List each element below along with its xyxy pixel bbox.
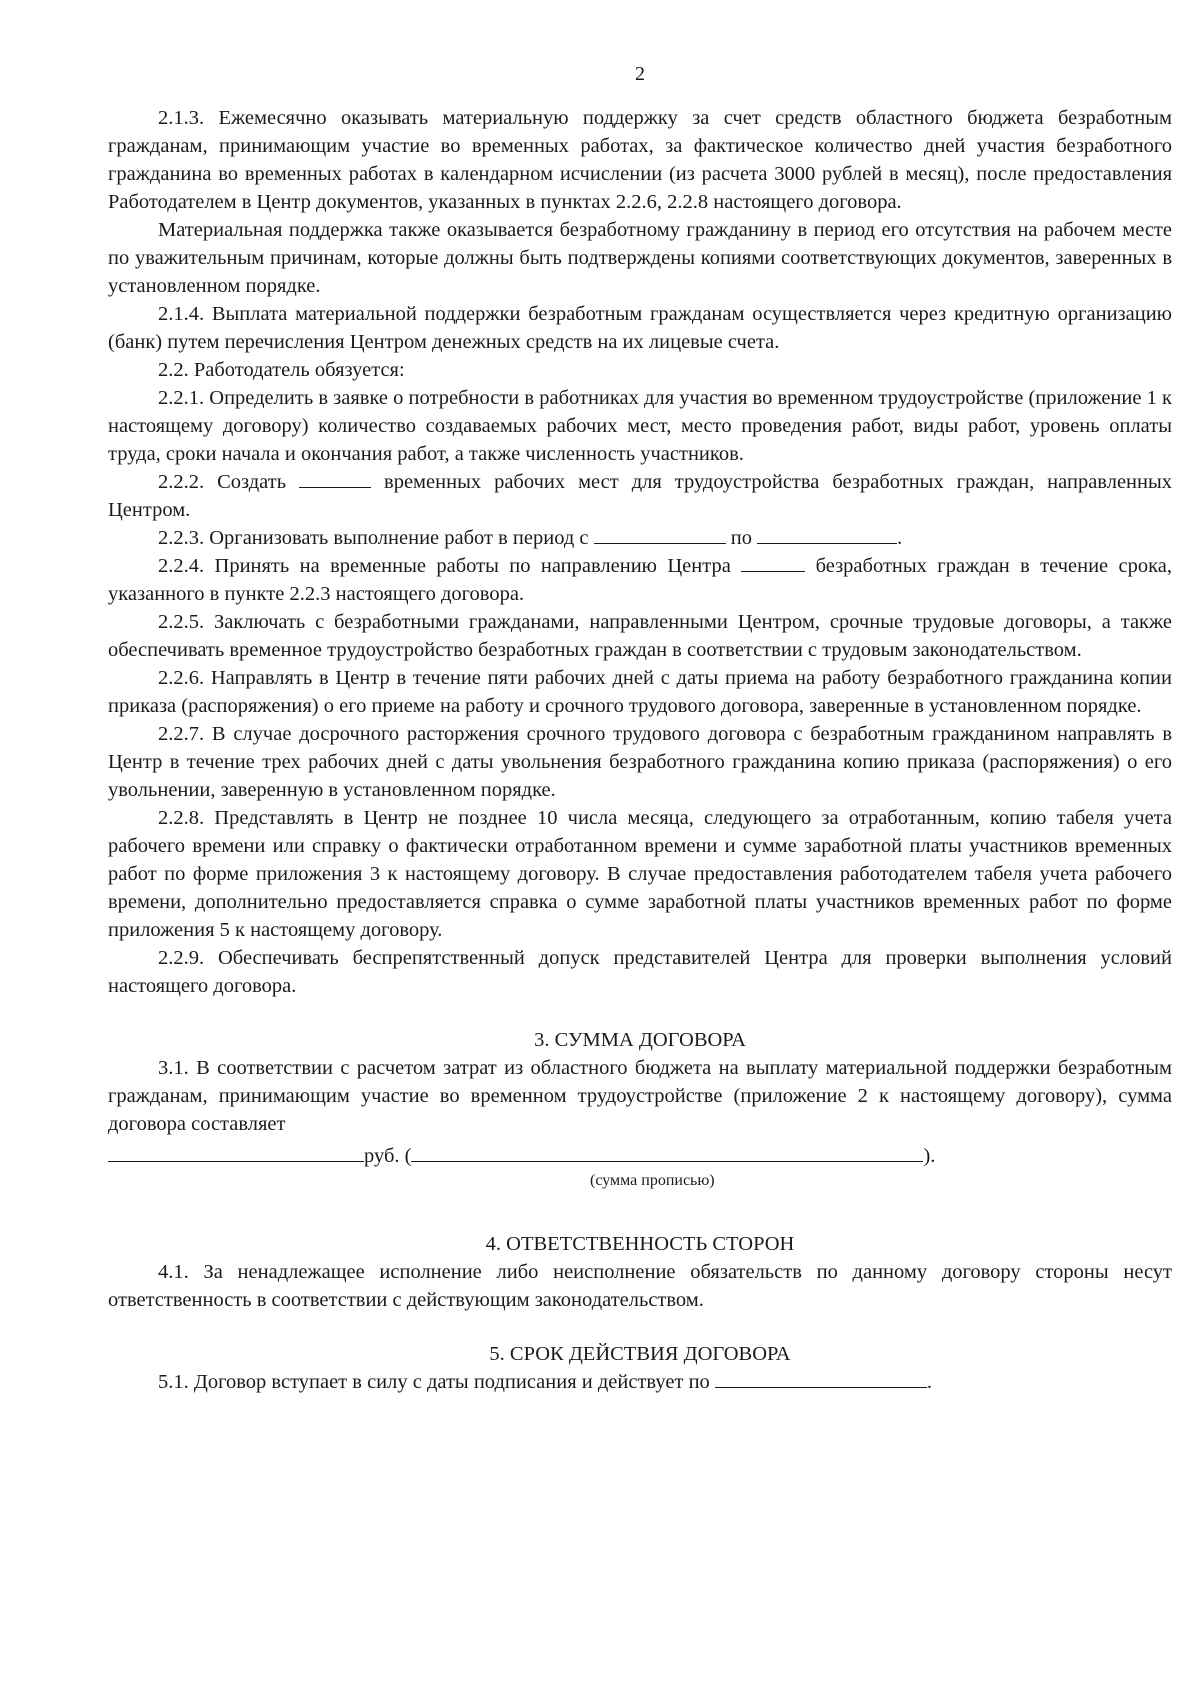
clause-3-1: 3.1. В соответствии с расчетом затрат из областного бюджета на выплату материальной поддержки безработным гражданам, принимающим участие во временном трудоустройстве (приложение 2 к настоящему договору), сумма договора составляет: [108, 1057, 1172, 1135]
clause-2-2-4: [108, 552, 1172, 608]
document-page: [108, 60, 1172, 1396]
section-4-title: 4. ОТВЕТСТВЕННОСТЬ СТОРОН: [485, 1233, 795, 1255]
open-paren: (: [404, 1145, 412, 1167]
clause-2-2-5: 2.2.5. Заключать с безработными гражданами, направленными Центром, срочные трудовые договоры, а также обеспечивать временное трудоустройство безработных граждан в соответствии с трудовым законодательством.: [108, 611, 1172, 661]
sum-digits-blank[interactable]: [108, 1143, 364, 1162]
clause-2-2-8: 2.2.8. Представлять в Центр не позднее 10 числа месяца, следующего за отработанным, копию табеля учета рабочего времени или справку о фактически отработанном времени и сумме заработной платы участников временных работ по форме приложения 3 к настоящему договору. В случае предоставления работодателем табеля учета рабочего времени, дополнительно предоставляется справка о сумме заработной платы участников временных работ по форме приложения 5 к настоящему договору.: [108, 807, 1172, 941]
clause-2-2-4-before: 2.2.4. Принять на временные работы по направлению Центра: [158, 555, 731, 577]
sum-words-blank[interactable]: [411, 1143, 923, 1162]
clause-2-1-4: 2.1.4. Выплата материальной поддержки безработным гражданам осуществляется через кредитную организацию (банк) путем перечисления Центром денежных средств на их лицевые счета.: [108, 303, 1172, 353]
clause-2-2-7: 2.2.7. В случае досрочного расторжения срочного трудового договора с безработным гражданином направлять в Центр в течение трех рабочих дней с даты увольнения безработного гражданина копию приказа (распоряжения) о его увольнении, заверенную в установленном порядке.: [108, 723, 1172, 801]
clause-2-2-3-middle: по: [730, 527, 752, 549]
clause-5-1: [108, 1368, 1172, 1396]
sum-line: [108, 1142, 1172, 1170]
sum-words-caption: (сумма прописью): [590, 1172, 715, 1189]
clause-2-2-3-before: 2.2.3. Организовать выполнение работ в период с: [158, 527, 589, 549]
clause-4-1: 4.1. За ненадлежащее исполнение либо неисполнение обязательств по данному договору стороны несут ответственность в соответствии с действующим законодательством.: [108, 1261, 1172, 1311]
clause-2-1-3: 2.1.3. Ежемесячно оказывать материальную поддержку за счет средств областного бюджета безработным гражданам, принимающим участие во временных работах, за фактическое количество дней участия безработного гражданина во временных работах в календарном исчислении (из расчета 3000 рублей в месяц), после предоставления Работодателем в Центр документов, указанных в пунктах 2.2.6, 2.2.8 настоящего договора.: [108, 107, 1172, 213]
valid-until-blank[interactable]: [715, 1369, 927, 1388]
clause-2-2-2: [108, 468, 1172, 524]
period-start-blank[interactable]: [594, 525, 726, 544]
citizens-count-blank[interactable]: [741, 553, 805, 572]
clause-2-2-2-before: 2.2.2. Создать: [158, 471, 287, 493]
clause-2-2-9: 2.2.9. Обеспечивать беспрепятственный допуск представителей Центра для проверки выполнения условий настоящего договора.: [108, 947, 1172, 997]
clause-2-2-1: 2.2.1. Определить в заявке о потребности в работниках для участия во временном трудоустройстве (приложение 1 к настоящему договору) количество создаваемых рабочих мест, место проведения работ, виды работ, уровень оплаты труда, сроки начала и окончания работ, а также численность участников.: [108, 387, 1172, 465]
clause-2-2: 2.2. Работодатель обязуется:: [158, 359, 405, 381]
section-3-title: 3. СУММА ДОГОВОРА: [534, 1029, 746, 1051]
close-paren: ).: [923, 1145, 936, 1167]
period-end-blank[interactable]: [757, 525, 897, 544]
rub-label: руб.: [364, 1145, 400, 1167]
clause-2-2-6: 2.2.6. Направлять в Центр в течение пяти рабочих дней с даты приема на работу безработного гражданина копии приказа (распоряжения) о его приеме на работу и срочного трудового договора, заверенные в установленном порядке.: [108, 667, 1172, 717]
clause-2-2-3-end: .: [897, 527, 903, 549]
section-5-title: 5. СРОК ДЕЙСТВИЯ ДОГОВОРА: [489, 1343, 791, 1365]
clause-material-support: Материальная поддержка также оказывается безработному гражданину в период его отсутствия на рабочем месте по уважительным причинам, которые должны быть подтверждены копиями соответствующих документов, заверенных в установленном порядке.: [108, 219, 1172, 297]
clause-5-1-text: 5.1. Договор вступает в силу с даты подписания и действует по: [158, 1371, 710, 1393]
clause-2-2-4-after: безработных граждан в течение срока, указанного в пункте 2.2.3 настоящего договора.: [108, 555, 1173, 605]
page-number: 2: [635, 63, 645, 85]
clause-5-1-end: .: [926, 1371, 933, 1393]
clause-2-2-3: [108, 524, 1172, 552]
clause-2-2-2-after: временных рабочих мест для трудоустройства безработных граждан, направленных Центром.: [108, 471, 1173, 521]
jobs-count-blank[interactable]: [299, 469, 371, 488]
